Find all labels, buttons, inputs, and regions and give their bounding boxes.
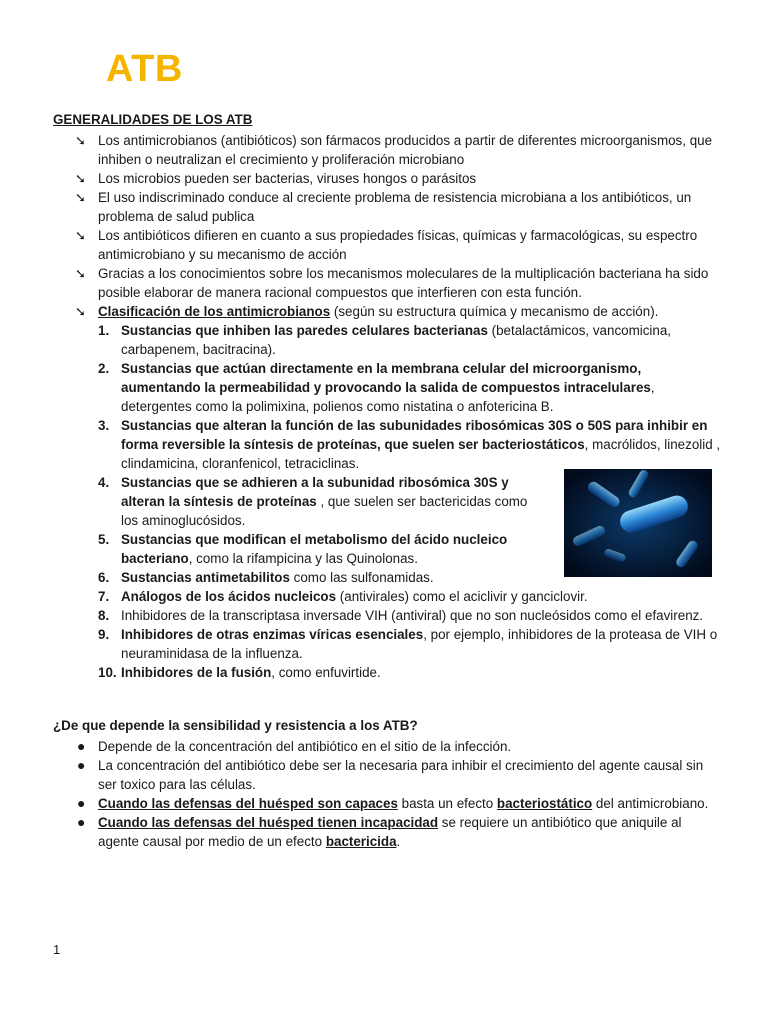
numbered-item: 2. Sustancias que actúan directamente en la membrana celular del microorganismo, aumentando la permeabilidad y provocando la salida de compuestos intracelulares, detergentes como la polimixina, polienos como nistatina o anfotericina B. xyxy=(98,361,655,414)
arrow-down-right-icon: ➘ xyxy=(75,133,86,148)
section-heading: GENERALIDADES DE LOS ATB xyxy=(53,112,253,127)
sensitivity-list xyxy=(53,737,723,851)
bullet-dot-icon: ● xyxy=(77,738,86,754)
list-item: ● Cuando las defensas del huésped tienen incapacidad se requiere un antibiótico que aniquile al agente causal por medio de un efecto bactericida. xyxy=(77,814,682,849)
document-title: ATB xyxy=(106,48,183,90)
list-item: ➘ Los microbios pueden ser bacterias, viruses hongos o parásitos xyxy=(75,171,477,186)
arrow-down-right-icon: ➘ xyxy=(75,228,86,243)
arrow-down-right-icon: ➘ xyxy=(75,266,86,281)
list-item: ➘ El uso indiscriminado conduce al creciente problema de resistencia microbiana a los antibióticos, un problema de salud publica xyxy=(75,190,692,224)
generalities-list xyxy=(53,131,723,682)
bacteria-image xyxy=(564,469,712,577)
bullet-dot-icon: ● xyxy=(77,757,86,773)
classification-label: Clasificación de los antimicrobianos xyxy=(98,304,331,319)
bacteria-illustration xyxy=(564,469,712,577)
numbered-item: 9. Inhibidores de otras enzimas víricas esenciales, por ejemplo, inhibidores de la proteasa de VIH o neuraminidasa de la influenza. xyxy=(98,627,718,661)
list-item: ➘ Los antimicrobianos (antibióticos) son fármacos producidos a partir de diferentes microorganismos, que inhiben o neutralizan el crecimiento y proliferación microbiano xyxy=(75,133,713,167)
page-number: 1 xyxy=(53,942,61,957)
list-item: ➘ Gracias a los conocimientos sobre los mecanismos moleculares de la multiplicación bacteriana ha sido posible elaborar de manera racional compuestos que interfieren con esta función. xyxy=(75,266,709,300)
bullet-dot-icon: ● xyxy=(77,814,86,830)
numbered-item: 8. Inhibidores de la transcriptasa inversade VIH (antiviral) que no son nucleósidos como el efavirenz. xyxy=(98,608,704,623)
classification-item: ➘ Clasificación de los antimicrobianos (según su estructura química y mecanismo de acción). xyxy=(75,304,659,319)
bullet-dot-icon: ● xyxy=(77,795,86,811)
list-item: ➘ Los antibióticos difieren en cuanto a sus propiedades físicas, químicas y farmacológicas, su espectro antimicrobiano y su mecanismo de acción xyxy=(75,228,698,262)
arrow-down-right-icon: ➘ xyxy=(75,171,86,186)
numbered-item: 5. Sustancias que modifican el metabolismo del ácido nucleico bacteriano, como la rifampicina y las Quinolonas. xyxy=(98,532,508,566)
arrow-down-right-icon: ➘ xyxy=(75,190,86,205)
numbered-item: 3. Sustancias que alteran la función de las subunidades ribosómicas 30S o 50S para inhibir en forma reversible la síntesis de proteínas, que suelen ser bacteriostáticos, macrólidos, linezolid , clindamicina, cloranfenicol, tetraciclinas. xyxy=(98,418,721,471)
numbered-item: 10. Inhibidores de la fusión, como enfuvirtide. xyxy=(98,665,381,680)
numbered-item: 6. Sustancias antimetabilitos como las sulfonamidas. xyxy=(98,570,434,585)
list-item: ● La concentración del antibiótico debe ser la necesaria para inhibir el crecimiento del agente causal sin ser toxico para las células. xyxy=(77,757,704,792)
question-heading: ¿De que depende la sensibilidad y resistencia a los ATB? xyxy=(53,718,418,733)
list-item: ● Depende de la concentración del antibiótico en el sitio de la infección. xyxy=(77,738,512,754)
list-item: ● Cuando las defensas del huésped son capaces basta un efecto bacteriostático del antimicrobiano. xyxy=(77,795,709,811)
numbered-item: 7. Análogos de los ácidos nucleicos (antivirales) como el aciclivir y ganciclovir. xyxy=(98,589,588,604)
numbered-item: 1. Sustancias que inhiben las paredes celulares bacterianas (betalactámicos, vancomicina, carbapenem, bacitracina). xyxy=(98,323,672,357)
arrow-down-right-icon: ➘ xyxy=(75,304,86,319)
numbered-item: 4. Sustancias que se adhieren a la subunidad ribosómica 30S y alteran la síntesis de proteínas , que suelen ser bactericidas como los aminoglucósidos. xyxy=(98,475,528,528)
